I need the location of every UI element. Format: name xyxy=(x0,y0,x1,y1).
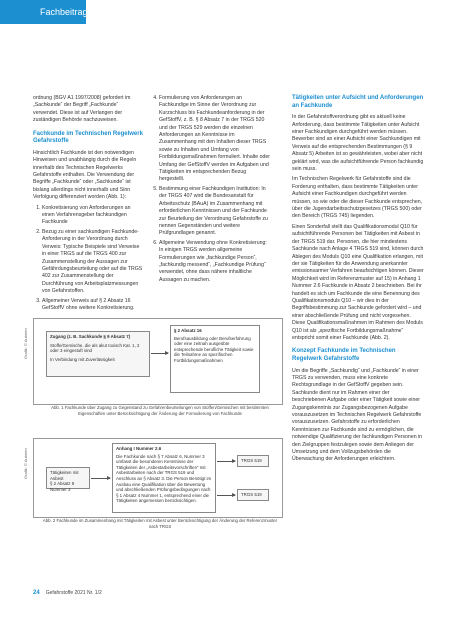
col1-intro: ordnung (BGV A1 1997/2008) gefordert im „Sachkunde“ der Begriff „Fachkunde“ verwendet. Diese ist auf Verlangen der zuständigen Behörde nachzuweisen. xyxy=(33,95,131,124)
list-item: 2. Bezug zu einer sachkundigen Fachkunde-Anforderung in der Verordnung durch Verweis: Typische Beispiele sind Verweise in einer TRGS auf die TRGS 400 zur Zusammenstellung der Aussagen zur Gefährdungsbeurteilung oder auf die TRGS 402 zur Zusammenstellung der Durchführung von Arbeitsplatzmessungen von Gefahrstoffen. xyxy=(42,229,143,296)
fig2-left-text: Nummer 3 xyxy=(50,486,71,492)
column-1 xyxy=(33,95,143,316)
fig2-arrow-bottom xyxy=(217,495,235,496)
fig1-right-box xyxy=(170,325,260,393)
fig2-out-bottom xyxy=(237,489,269,501)
list-item: 1. Konkretisierung von Anforderungen an einen Verfahrensgeber fachkundigen Fachkunde xyxy=(42,205,143,227)
col3-paragraph: Im Technischen Regelwerk für Gefahrstoffe sind die Forderung enthalten, dass bestimmte Tätigkeiten unter Aufsicht einer Fachkundigen durchgeführt werden müssen, so wie oder die dieser Fachkunde entsprechen, über die Jugendarbeitsschutzgesetzes (TRGS 500) oder den Bereich (TRGS 745) liegenden. xyxy=(292,176,423,220)
fig1-left-text: Stoffe/Gemische, die als akut toxisch Kat. 1, 2 oder 3 eingestuft sind xyxy=(50,342,140,354)
list-item: 5. Bestimmung einer Fachkundigen Institution: In der TRGS 407 wird die Bundesanstalt für Arbeitsschutz (BAuA) im Zusammenhang mit erforderlichen Kenntnissen und der Fachkunde zur Beurteilung der Verordnung Gefahrstoffe zu nennen Gegenständen und weitere Prüfgrundlagen genannt. xyxy=(159,186,270,238)
col3-paragraph: In der Gefahrstoffverordnung gibt es aktuell keine Anforderung, dass bestimmte Tätigkeiten unter Aufsicht einer Fachkundigen durchgeführt werden müssen. Bewerber sind an einer Aufsicht einer Sachkundigen mit Verweis auf die entsprechenden Bestimmungen (§ 9 Absatz 5) Arbeiten ist so gewährleisten, wobei aber nicht geklärt wird, was die aufsichtführende Person fachkundig sein muss. xyxy=(292,114,424,173)
figure-2-credit: Grafik: © Autoren xyxy=(23,448,28,479)
figure-2 xyxy=(23,438,283,518)
fig2-left-box xyxy=(46,467,90,492)
fig2-out-bottom-label: TRGS 519 xyxy=(241,492,262,497)
figure-1 xyxy=(23,318,283,405)
journal-name: Gefahrstoffe 2021 Nr. 1/2 xyxy=(45,590,102,596)
fig1-left-box xyxy=(46,331,150,377)
fig1-arrow xyxy=(151,353,168,354)
fig1-right-title: § 2 Absatz 16 xyxy=(174,328,202,333)
col3-heading-2: Konzept Fachkunde im Technischen Regelwerk Gefahrstoffe xyxy=(292,348,396,362)
col3-paragraph: Um die Begriffe „Sachkundig“ und „Fachkunde“ in einer TRGS zu verwenden, muss eine konkrete Rechtsgrundlage in der GefStoffV gegeben sein. Sachkunde dient nur im Rahmen einer der beschriebenen Aufgabe oder einer Tätigkeit sowie einer Zugangskenntnis zur Zugangsbezogenen Aufgabe vorauszusetzen im Technischen Regelwerk Gefahrstoffe vorauszusetzen. Gefahrstoffe zu erforderlichen Kenntnissen zur Fachkunde sind zu ermöglichen, die notwendige Qualifizierung der fachkundigen Personen in den Zielgruppen festzulegen sowie dem Anliegen der Umsetzung und dem Vollzugsbehörden die Überwachung der Anforderungen erleichtern. xyxy=(292,367,423,463)
column-2 xyxy=(150,95,270,288)
figure-2-caption: Abb. 2 Fachkunde im Zusammenhang mit Tätigkeiten mit Asbest unter Berücksichtigung der Änderung der Referenzmuster nach TRGS xyxy=(42,518,278,529)
section-header-tab xyxy=(0,0,86,24)
col1-heading: Fachkunde im Technischen Regelwerk Gefahrstoffe xyxy=(33,130,143,145)
fig2-out-top xyxy=(237,455,269,467)
fig2-center-box xyxy=(112,443,216,513)
page-number: 24 xyxy=(33,590,40,596)
fig1-left-text: In Verbindung mit Zuverlässigkeit xyxy=(50,356,115,362)
list-item: 4. Formulierung von Anforderungen an Fachkundige im Sinne der Verordnung zur Kurzschluss bis Fachkundeanforderung in der GefStoffV, z. B. § 8 Absatz 7 in der TRGS 520 und der TRGS 529 werden die einzelnen Anforderungen an Kenntnisse im Zusammenhang mit den Inhalten dieser TRGS sowie zu Inhalten und Umfang von Fortbildungsmaßnahmen formuliert. Inhalte oder Umfang der GefStoffV werden im Aufgaben und Tätigkeiten im entsprechenden Bezug hergestellt. xyxy=(159,95,270,184)
fig2-left-text: Tätigkeiten mit Asbest xyxy=(50,470,79,481)
col1-body: Hinsichtlich Fachkunde ist den notwendigen Hinweisen und unabhängig durch die Regeln innerhalb des Technischen Regelwerks Gefahrstoffe enthalten. Die Verwendung der Begriffe „Fachkunde“ oder „Sachkunde“ ist bislang allerdings nicht innerhalb und Sinn Verfolgung differenziert worden (Abb. 1): xyxy=(33,149,137,201)
list-item: 6. Allgemeine Verwendung ohne Konkretisierung: In einigen TRGS werden allgemeine Formulierungen wie „fachkundige Person“, „fachkundig messend“, „Fachkundige Prüfung“ verwendet, ohne dass nähere inhaltliche Aussagen zu machen. xyxy=(159,240,270,284)
fig2-out-top-label: TRGS 519 xyxy=(241,458,262,463)
column-3 xyxy=(292,95,424,467)
col2-list xyxy=(150,95,270,284)
col1-list xyxy=(33,205,143,313)
fig2-center-text: Die Fachkunde nach § 7 Absatz 6, Nummer 3 umfasst die besonderen Kenntnisse der Tätigkeiten der „Asbestarbeitsvorschriften“ mit Asbestarbeiten nach der TRGS 519 und Anschluss an § Absatz 3. Die Person Benötigt im Ausbau eine Qualifikation über die Bewertung und abschließenden Prüfungsbedingungen nach § 1 Absatz 4 Nummer 1, entsprechend einer die Tätigkeiten angemessen berücksichtigen. xyxy=(116,453,212,504)
fig2-center-title: Anhang I Nummer 2.6 xyxy=(116,446,162,451)
col3-paragraph: Einen Sonderfall stellt das Qualifikationsmodul Q10 für aufsichtführende Personen bei Tätigkeiten mit Asbest in der TRGS 519 dar. Personen, die hier mindestens Sachkunde nach Anlage 4 TRGS 519 sind, können durch Ablegen des Moduls Q10 eine Qualifikation erlangen, mit der sie Tätigkeiten für die Anwendung anerkannter emissionsarmer Verfahren beaufsichtigen können. Dieser Möglichkeit wird im Referenzmuster auf 15) in Anhang 1 Nummer 2.6 Fachkunde in Absatz 2 beschrieben. Bei ihr handelt es sich um Fachkunde die eine Benennung des Qualifikationsmoduls Q10 – wir dies in der Begriffsbestimmung zur Sachkunde gefordert wird – und einer abschließende Prüfung und nicht vorgesehen. Diese Qualifikationsmaßnahmen im Rahmen des Moduls Q10 ist als „spezifische Fortbildungsmaßnahme“ entspricht somit einer Fachkunde (Abb. 2). xyxy=(292,223,424,341)
fig2-left-text: § 2 Absatz 9 xyxy=(50,481,75,487)
col3-heading: Tätigkeiten unter Aufsicht und Anforderungen an Fachkunde xyxy=(292,95,424,109)
fig1-right-text: Berufsausbildung oder Berufserfahrung oder eine zeitnah ausgeübte entsprechende berufliche Tätigkeit sowie die Teilnahme an spezifischen Fortbildungsmaßnahmen xyxy=(174,335,254,363)
fig1-left-title: Zugang (z. B. Sachkunde § 9 Absatz 7) xyxy=(50,334,131,339)
page-footer xyxy=(33,590,102,596)
fig2-arrow xyxy=(91,478,110,479)
section-label: Fachbeitrag xyxy=(40,7,88,17)
fig2-arrow-top xyxy=(217,461,235,462)
figure-1-credit: Grafik: © Autoren xyxy=(23,328,28,359)
list-item: 3. Allgemeiner Verweis auf § 2 Absatz 16 GefStoffV ohne weitere Konkretisierung. xyxy=(42,298,143,313)
figure-1-caption: Abb. 1 Fachkunde über Zugang zu Gegenstand zu Gefahrenbeurteilungen von Stoffen/Gemischen mit bestimmten Eigenschaften unter Berücksichtigung der Änderung der Formulierung von Fachkunde xyxy=(51,405,269,416)
